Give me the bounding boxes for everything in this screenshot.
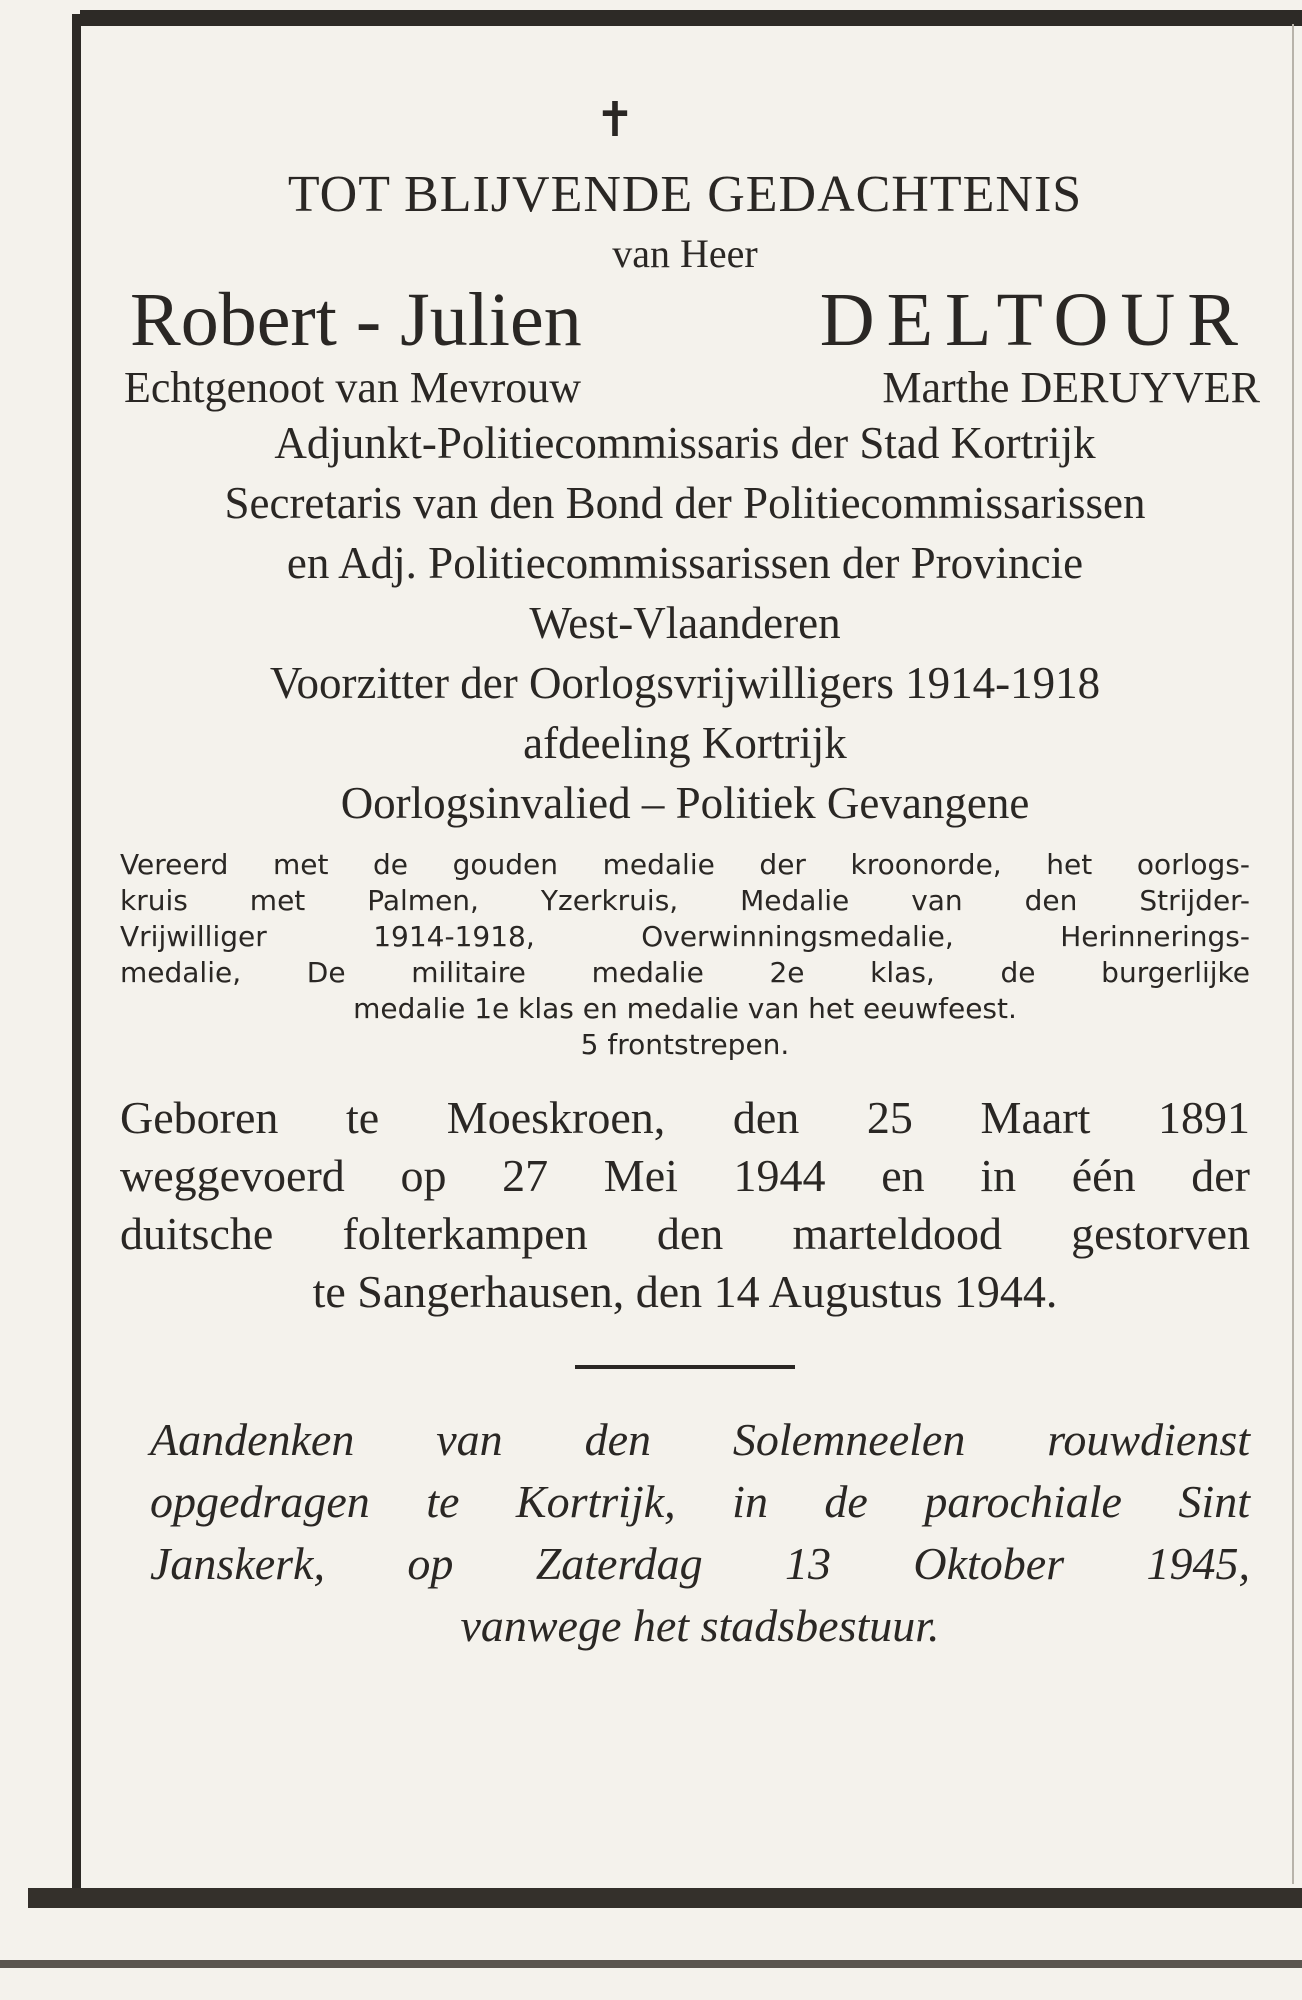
function-line: Voorzitter der Oorlogsvrijwilligers 1914-1918 [269, 658, 1101, 708]
bottom-edge [0, 1960, 1302, 1968]
memorial-line: opgedragen te Kortrijk, in de parochiale Sint [150, 1476, 1250, 1527]
function-line: Adjunkt-Politiecommissaris der Stad Kortrijk [274, 418, 1096, 468]
spouse-name: Marthe DERUYVER [882, 363, 1260, 412]
memorial-line: Janskerk, op Zaterdag 13 Oktober 1945, [150, 1538, 1250, 1589]
function-line: Oorlogsinvalied – Politiek Gevangene [340, 778, 1030, 828]
honors-line: medalie 1e klas en medalie van het eeuwfeest. [353, 992, 1017, 1025]
bio-line: duitsche folterkampen den marteldood gestorven [120, 1208, 1250, 1259]
bio-line: weggevoerd op 27 Mei 1944 en in één der [120, 1150, 1250, 1201]
function-line: West-Vlaanderen [529, 598, 841, 648]
function-line: afdeeling Kortrijk [523, 718, 847, 768]
salutation: van Heer [612, 231, 758, 276]
spouse-line [110, 362, 1260, 413]
function-line: en Adj. Politiecommissarissen der Provincie [286, 538, 1084, 588]
function-line: Secretaris van den Bond der Politiecommissarissen [224, 478, 1146, 528]
right-border [1292, 24, 1294, 1884]
memorial-line: Aandenken van den Solemneelen rouwdienst [150, 1414, 1250, 1465]
spouse-prefix: Echtgenoot van Mevrouw [124, 363, 581, 412]
bio-line: Geboren te Moeskroen, den 25 Maart 1891 [120, 1092, 1250, 1143]
surname: DELTOUR [819, 278, 1250, 362]
first-names: Robert - Julien [130, 278, 582, 362]
divider [575, 1365, 795, 1369]
honors-line: medalie, De militaire medalie 2e klas, de burgerlijke [120, 956, 1250, 989]
card-title: TOT BLIJVENDE GEDACHTENIS [287, 166, 1083, 223]
memorial-service-block [110, 1409, 1260, 1657]
honors-line: Vrijwilliger 1914-1918, Overwinningsmedalie, Herinnerings- [120, 920, 1250, 953]
cross-icon: ✝ [594, 92, 636, 148]
honors-line: kruis met Palmen, Yzerkruis, Medalie van den Strijder- [120, 884, 1250, 917]
functions-block [110, 413, 1260, 833]
memorial-line: vanwege het stadsbestuur. [460, 1600, 940, 1651]
bio-line: te Sangerhausen, den 14 Augustus 1944. [312, 1266, 1058, 1317]
honors-block [110, 847, 1260, 1063]
honors-line: Vereerd met de gouden medalie der kroonorde, het oorlogs- [120, 848, 1250, 881]
bottom-border [28, 1888, 1302, 1908]
honors-line: 5 frontstrepen. [580, 1028, 790, 1061]
biography-block [110, 1089, 1260, 1321]
deceased-name [110, 277, 1260, 364]
left-border [72, 14, 81, 1889]
top-border [80, 10, 1302, 26]
card-content [110, 85, 1260, 1657]
